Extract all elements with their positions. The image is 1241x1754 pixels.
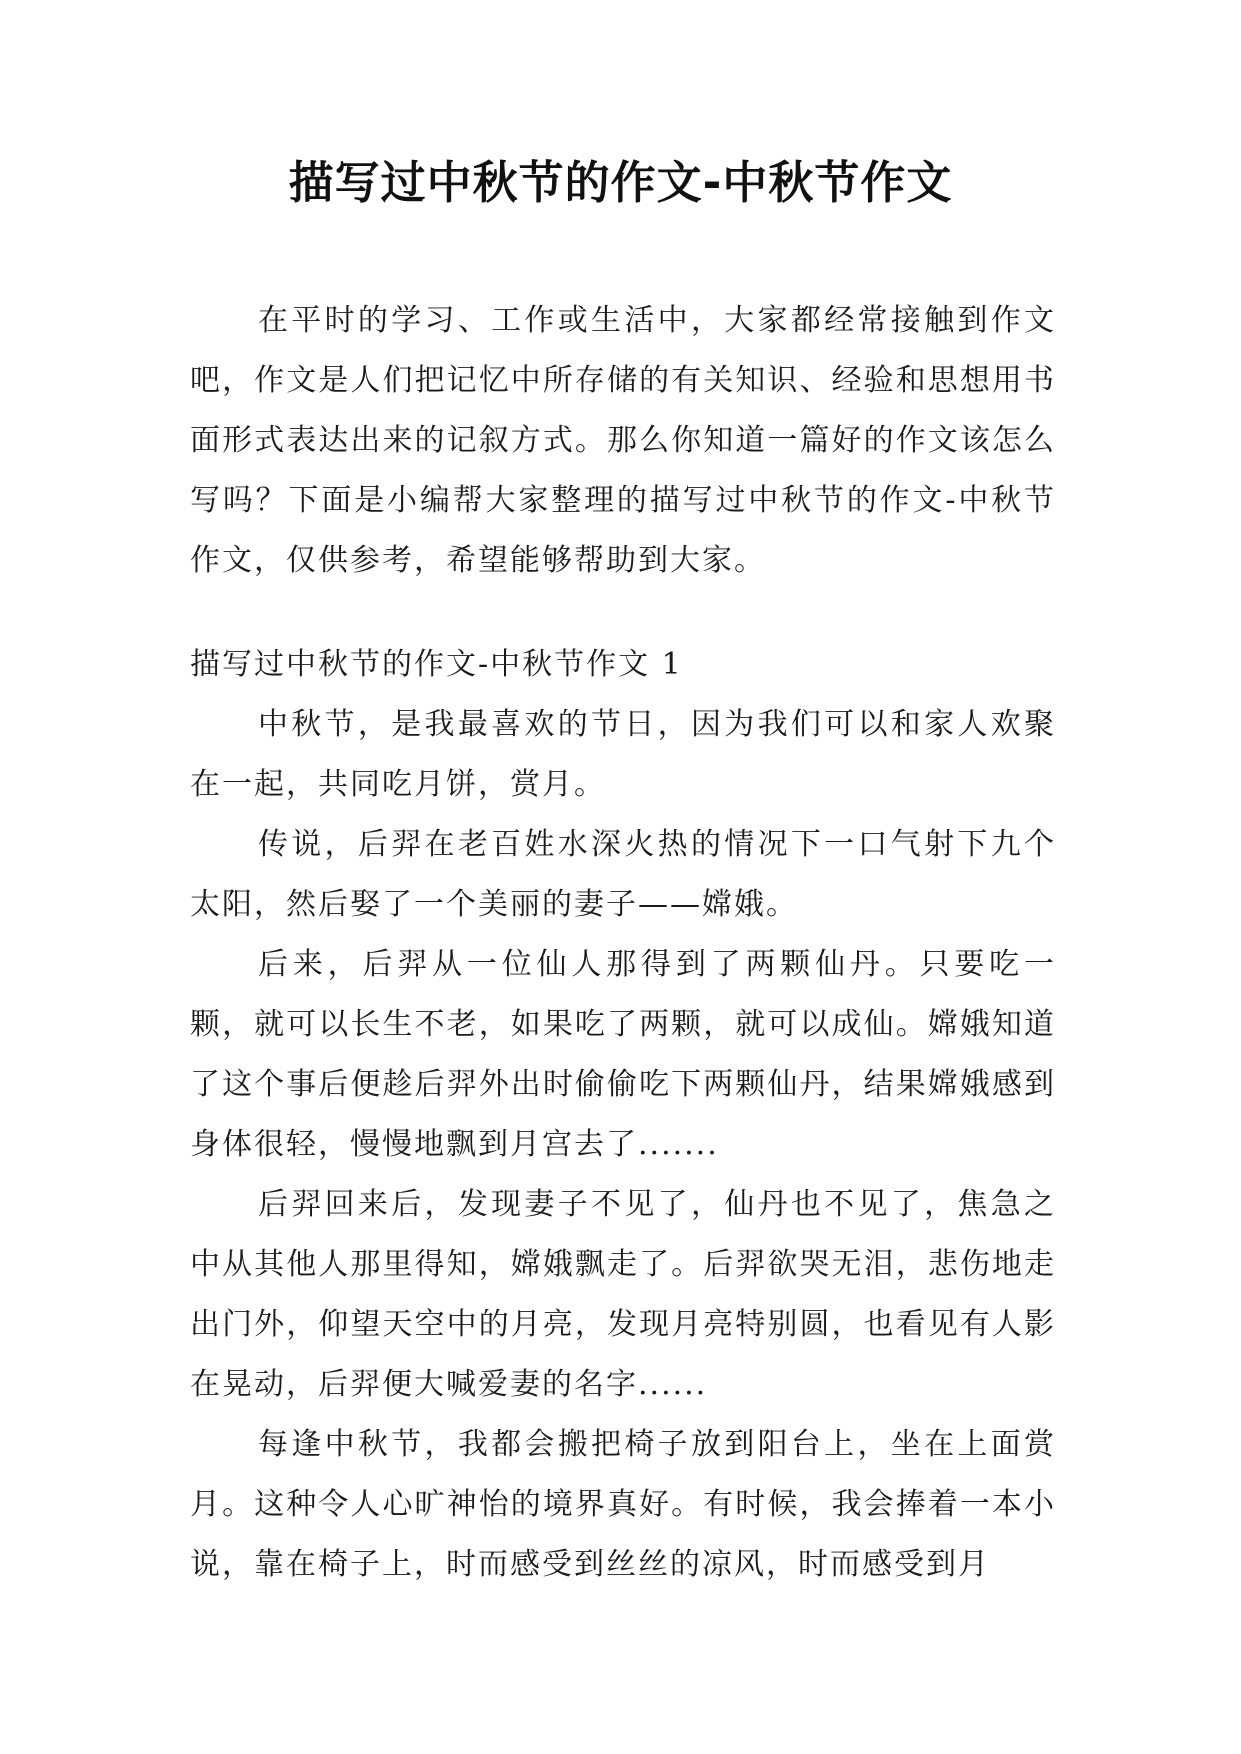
section-heading: 描写过中秋节的作文-中秋节作文 1 <box>190 647 683 682</box>
intro-paragraph: 在平时的学习、工作或生活中，大家都经常接触到作文吧，作文是人们把记忆中所存储的有关知识、经验和思想用书面形式表达出来的记叙方式。那么你知道一篇好的作文该怎么写吗？下面是小编帮大家整理的描写过中秋节的作文-中秋节作文，仅供参考，希望能够帮助到大家。 <box>190 303 1056 578</box>
essay-paragraph-3: 后来，后羿从一位仙人那得到了两颗仙丹。只要吃一颗，就可以长生不老，如果吃了两颗，就可以成仙。嫦娥知道了这个事后便趁后羿外出时偷偷吃下两颗仙丹，结果嫦娥感到身体很轻，慢慢地飘到月宫去了....... <box>190 947 1056 1162</box>
intro-section <box>190 291 1056 591</box>
essay-paragraph-2: 传说，后羿在老百姓水深火热的情况下一口气射下九个太阳，然后娶了一个美丽的妻子——嫦娥。 <box>190 827 1056 922</box>
essay-paragraph-1: 中秋节，是我最喜欢的节日，因为我们可以和家人欢聚在一起，共同吃月饼，赏月。 <box>190 707 1056 802</box>
essay-section <box>190 635 1056 1595</box>
document-title: 描写过中秋节的作文-中秋节作文 <box>288 156 953 209</box>
essay-paragraph-5: 每逢中秋节，我都会搬把椅子放到阳台上，坐在上面赏月。这种令人心旷神怡的境界真好。有时候，我会捧着一本小说，靠在椅子上，时而感受到丝丝的凉风，时而感受到月 <box>190 1427 1056 1582</box>
essay-paragraph-4: 后羿回来后，发现妻子不见了，仙丹也不见了，焦急之中从其他人那里得知，嫦娥飘走了。后羿欲哭无泪，悲伤地走出门外，仰望天空中的月亮，发现月亮特别圆，也看见有人影在晃动，后羿便大喊爱妻的名字...... <box>190 1187 1056 1402</box>
